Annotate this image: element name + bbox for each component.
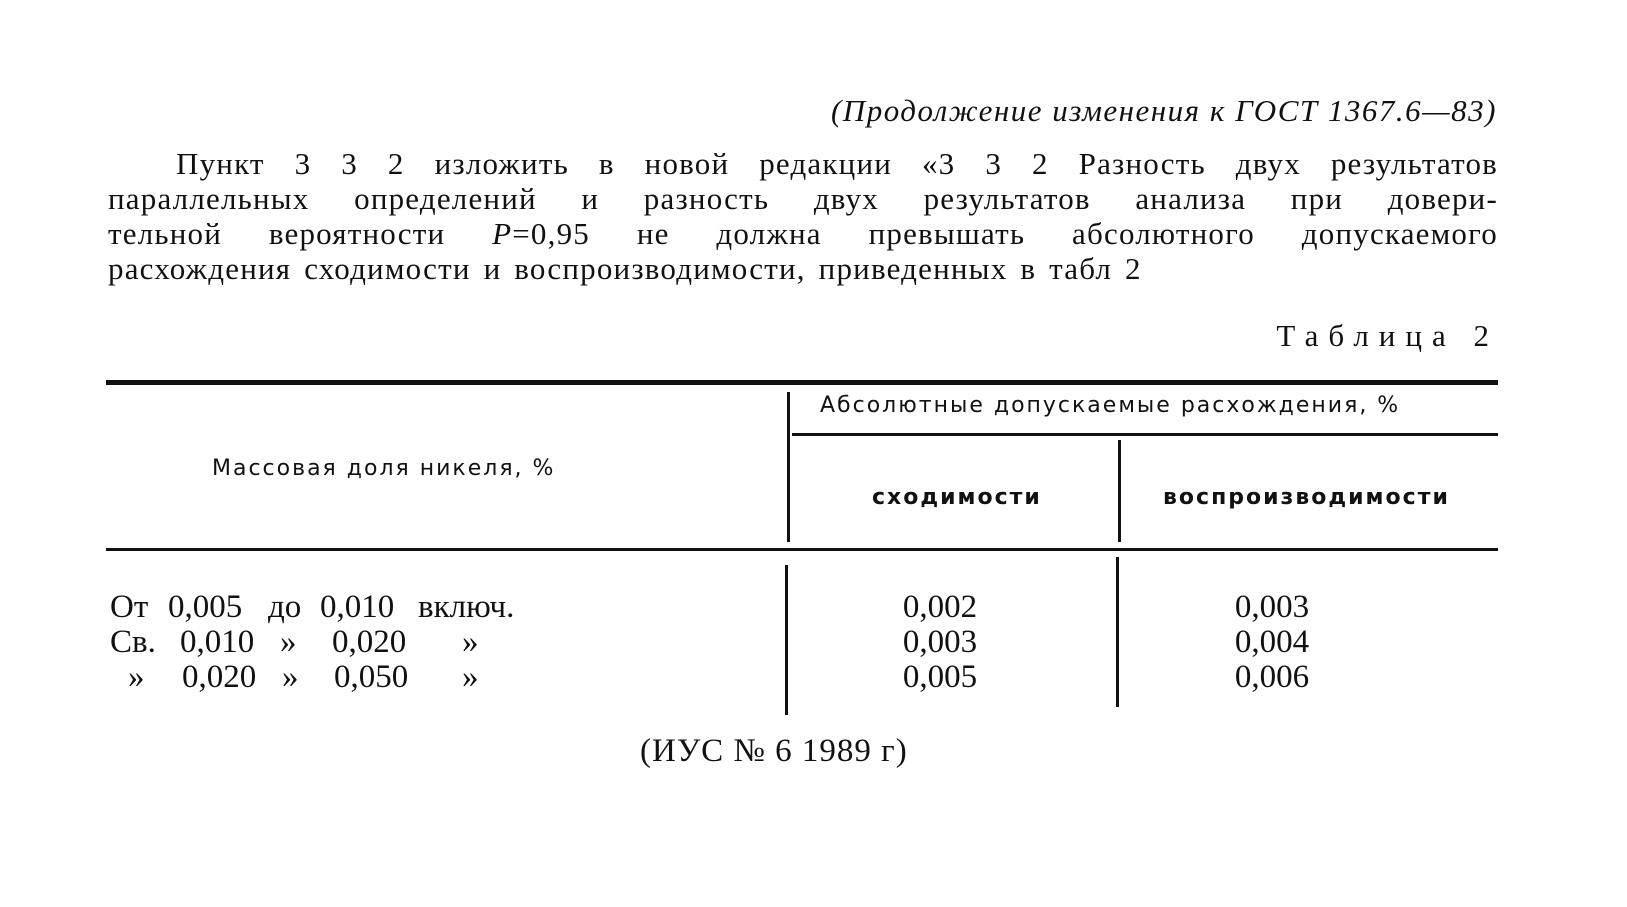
row-from: 0,005 <box>168 589 243 625</box>
table-top-rule <box>106 380 1498 385</box>
amendment-paragraph <box>108 146 1498 286</box>
row-suffix: » <box>462 624 479 660</box>
row-prefix: » <box>128 659 145 695</box>
row-mid: » <box>282 659 299 695</box>
row-mid: » <box>280 624 297 660</box>
paragraph-line-1: Пункт 3 3 2 изложить в новой редакции «3 3 2 Разность двух результатов <box>176 146 1498 181</box>
body-divider-2 <box>1116 557 1119 707</box>
row-prefix: От <box>110 589 149 625</box>
row-to: 0,020 <box>332 624 407 660</box>
reproducibility-value: 0,003 <box>1234 589 1310 625</box>
paragraph-line-2: параллельных определений и разность двух результатов анализа при довери- <box>108 181 1498 216</box>
paragraph-line-3 <box>108 216 1498 251</box>
header-absolute-discrepancies: Абсолютные допускаемые расхождения, % <box>820 393 1401 418</box>
body-divider-1 <box>785 565 788 715</box>
paragraph-line-3-suffix: =0,95 не должна превышать абсолютного допускаемого <box>512 216 1498 251</box>
header-reproducibility: воспроизводимости <box>1163 485 1450 510</box>
table-group-rule <box>792 433 1498 436</box>
header-divider-2 <box>1118 440 1121 542</box>
paragraph-line-3-prefix: тельной вероятности <box>108 216 493 251</box>
repeatability-value: 0,002 <box>902 589 978 625</box>
row-suffix: включ. <box>418 589 515 625</box>
header-nickel-fraction: Массовая доля никеля, % <box>212 456 556 481</box>
table-caption: Таблица 2 <box>1276 318 1499 353</box>
reproducibility-value: 0,004 <box>1234 624 1310 660</box>
row-prefix: Св. <box>110 624 156 660</box>
repeatability-value: 0,005 <box>902 659 978 695</box>
publication-reference: (ИУС № 6 1989 г) <box>640 733 908 769</box>
reproducibility-value: 0,006 <box>1234 659 1310 695</box>
document-header: (Продолжение изменения к ГОСТ 1367.6—83) <box>830 93 1497 128</box>
header-divider-1 <box>787 392 790 542</box>
row-mid: до <box>268 589 302 625</box>
row-to: 0,010 <box>320 589 395 625</box>
row-from: 0,020 <box>182 659 257 695</box>
row-to: 0,050 <box>334 659 409 695</box>
header-repeatability: сходимости <box>872 485 1042 510</box>
row-suffix: » <box>462 659 479 695</box>
row-from: 0,010 <box>180 624 255 660</box>
table-header-rule <box>106 548 1498 551</box>
repeatability-value: 0,003 <box>902 624 978 660</box>
paragraph-line-4: расхождения сходимости и воспроизводимости, приведенных в табл 2 <box>108 251 1142 286</box>
probability-variable: P <box>492 216 513 251</box>
